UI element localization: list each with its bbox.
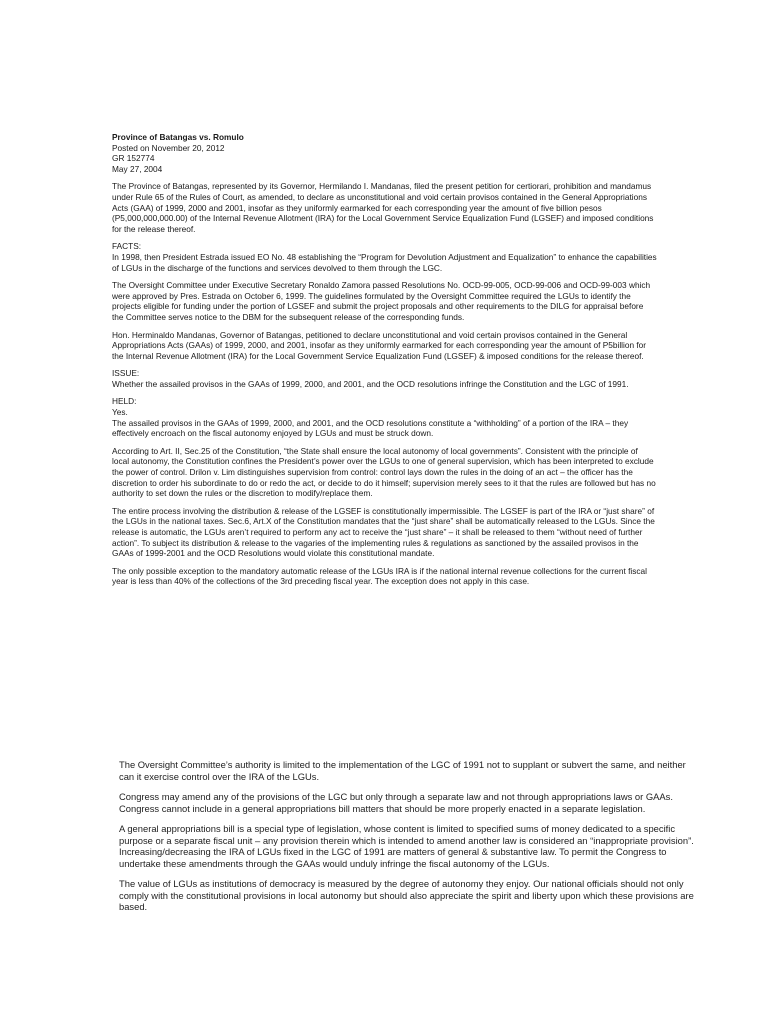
issue-section (112, 368, 657, 389)
issue-label: ISSUE: (112, 368, 140, 379)
held-section (112, 396, 657, 438)
facts-label: FACTS: (112, 241, 142, 252)
decision-date: May 27, 2004 (112, 163, 163, 174)
intro-paragraph: The Province of Batangas, represented by its Governor, Hermilando I. Mandanas, filed the present petition for certiorari, prohibition and mandamus under Rule 65 of the Rules of Court, as amended, to declare as unconstitutional and void certain provisos contained in the General Appropriations Acts (GAA) of 1999, 2000 and 2001, insofar as they uniformly earmarked for each corresponding year the amount of five billion pesos (P5,000,000,000.00) of the Internal Revenue Allotment (IRA) for the Local Government Service Equalization Fund (LGSEF) and imposed conditions for the release thereof. (112, 181, 654, 234)
oversight-paragraph: The Oversight Committee’s authority is limited to the implementation of the LGC of 1991 not to supplant or subvert the same, and neither can it exercise control over the IRA of the LGUs. (119, 759, 686, 782)
case-header (112, 132, 657, 174)
held-label: HELD: (112, 396, 137, 407)
held-answer: Yes. (112, 407, 128, 418)
appropriations-paragraph: A general appropriations bill is a special type of legislation, whose content is limited to specified sums of money dedicated to a specific purpose or a separate fiscal unit – any provision therein which is intended to amend another law is considered an “inappropriate provision”. Increasing/decreasing the IRA of LGUs fixed in the LGC of 1991 are matters of general & substantive law. To permit the Congress to undertake these amendments through the GAAs would unduly infringe the fiscal autonomy of the LGUs. (119, 823, 694, 869)
held-paragraph-1: The assailed provisos in the GAAs of 1999, 2000, and 2001, and the OCD resolutions constitute a “withholding” of a portion of the IRA – they effectively encroach on the fiscal autonomy enjoyed by LGUs and must be struck down. (112, 417, 629, 439)
posted-date: Posted on November 20, 2012 (112, 142, 225, 153)
facts-paragraph-1: In 1998, then President Estrada issued EO No. 48 establishing the “Program for Devolution Adjustment and Equalization” to enhance the capabilities of LGUs in the discharge of the functions and services devolved to them through the LGC. (112, 251, 657, 273)
issue-text: Whether the assailed provisos in the GAAs of 1999, 2000, and 2001, and the OCD resolutions infringe the Constitution and the LGC of 1991. (112, 378, 629, 389)
case-digest-page-2 (119, 759, 699, 922)
case-title: Province of Batangas vs. Romulo (112, 132, 244, 142)
held-paragraph-4: The only possible exception to the mandatory automatic release of the LGUs IRA is if the national internal revenue collections for the current fiscal year is less than 40% of the collections of the 3rd preceding fiscal year. The exception does not apply in this case. (112, 565, 647, 587)
congress-paragraph: Congress may amend any of the provisions of the LGC but only through a separate law and not through appropriations laws or GAAs. Congress cannot include in a general appropriations bill matters that should be more properly enacted in a separate legislation. (119, 791, 673, 814)
autonomy-paragraph: The value of LGUs as institutions of democracy is measured by the degree of autonomy they enjoy. Our national officials should not only comply with the constitutional provisions in local autonomy but should also appreciate the spirit and liberty upon which these provisions are based. (119, 878, 694, 912)
case-digest-page-1 (112, 132, 657, 594)
facts-paragraph-3: Hon. Herminaldo Mandanas, Governor of Batangas, petitioned to declare unconstitutional and void certain provisos contained in the General Appropriations Acts (GAAs) of 1999, 2000, and 2001, insofar as they uniformly earmarked for each corresponding year the amount of P5billion for the Internal Revenue Allotment (IRA) for the Local Government Service Equalization Fund (LGSEF) & imposed conditions for the release thereof. (112, 329, 647, 361)
held-paragraph-2: According to Art. II, Sec.25 of the Constitution, “the State shall ensure the local autonomy of local governments”. Consistent with the principle of local autonomy, the Constitution confines the President’s power over the LGUs to one of general supervision, which has been interpreted to exclude the power of control. Drilon v. Lim distinguishes supervision from control: control lays down the rules in the doing of an act – the officer has the discretion to order his subordinate to do or redo the act, or decide to do it himself; supervision merely sees to it that the rules are followed but has no authority to set down the rules or the discretion to modify/replace them. (112, 445, 656, 499)
facts-paragraph-2: The Oversight Committee under Executive Secretary Ronaldo Zamora passed Resolutions No. OCD-99-005, OCD-99-006 and OCD-99-003 which were approved by Pres. Estrada on October 6, 1999. The guidelines formulated by the Oversight Committee required the LGUs to identify the projects eligible for funding under the portion of LGSEF and submit the project proposals and other requirements to the DILG for appraisal before the Committee serves notice to the DBM for the subsequent release of the corresponding funds. (112, 280, 651, 322)
held-paragraph-3: The entire process involving the distribution & release of the LGSEF is constitutionally impermissible. The LGSEF is part of the IRA or “just share” of the LGUs in the national taxes. Sec.6, Art.X of the Constitution mandates that the “just share” shall be automatically released to the LGUs. Since the release is automatic, the LGUs aren’t required to perform any act to receive the “just share” – it shall be released to them “without need of further action”. To subject its distribution & release to the vagaries of the implementing rules & regulations as sanctioned by the assailed provisos in the GAAs of 1999-2001 and the OCD Resolutions would violate this constitutional mandate. (112, 505, 655, 559)
facts-section (112, 241, 657, 273)
gr-number: GR 152774 (112, 153, 155, 164)
